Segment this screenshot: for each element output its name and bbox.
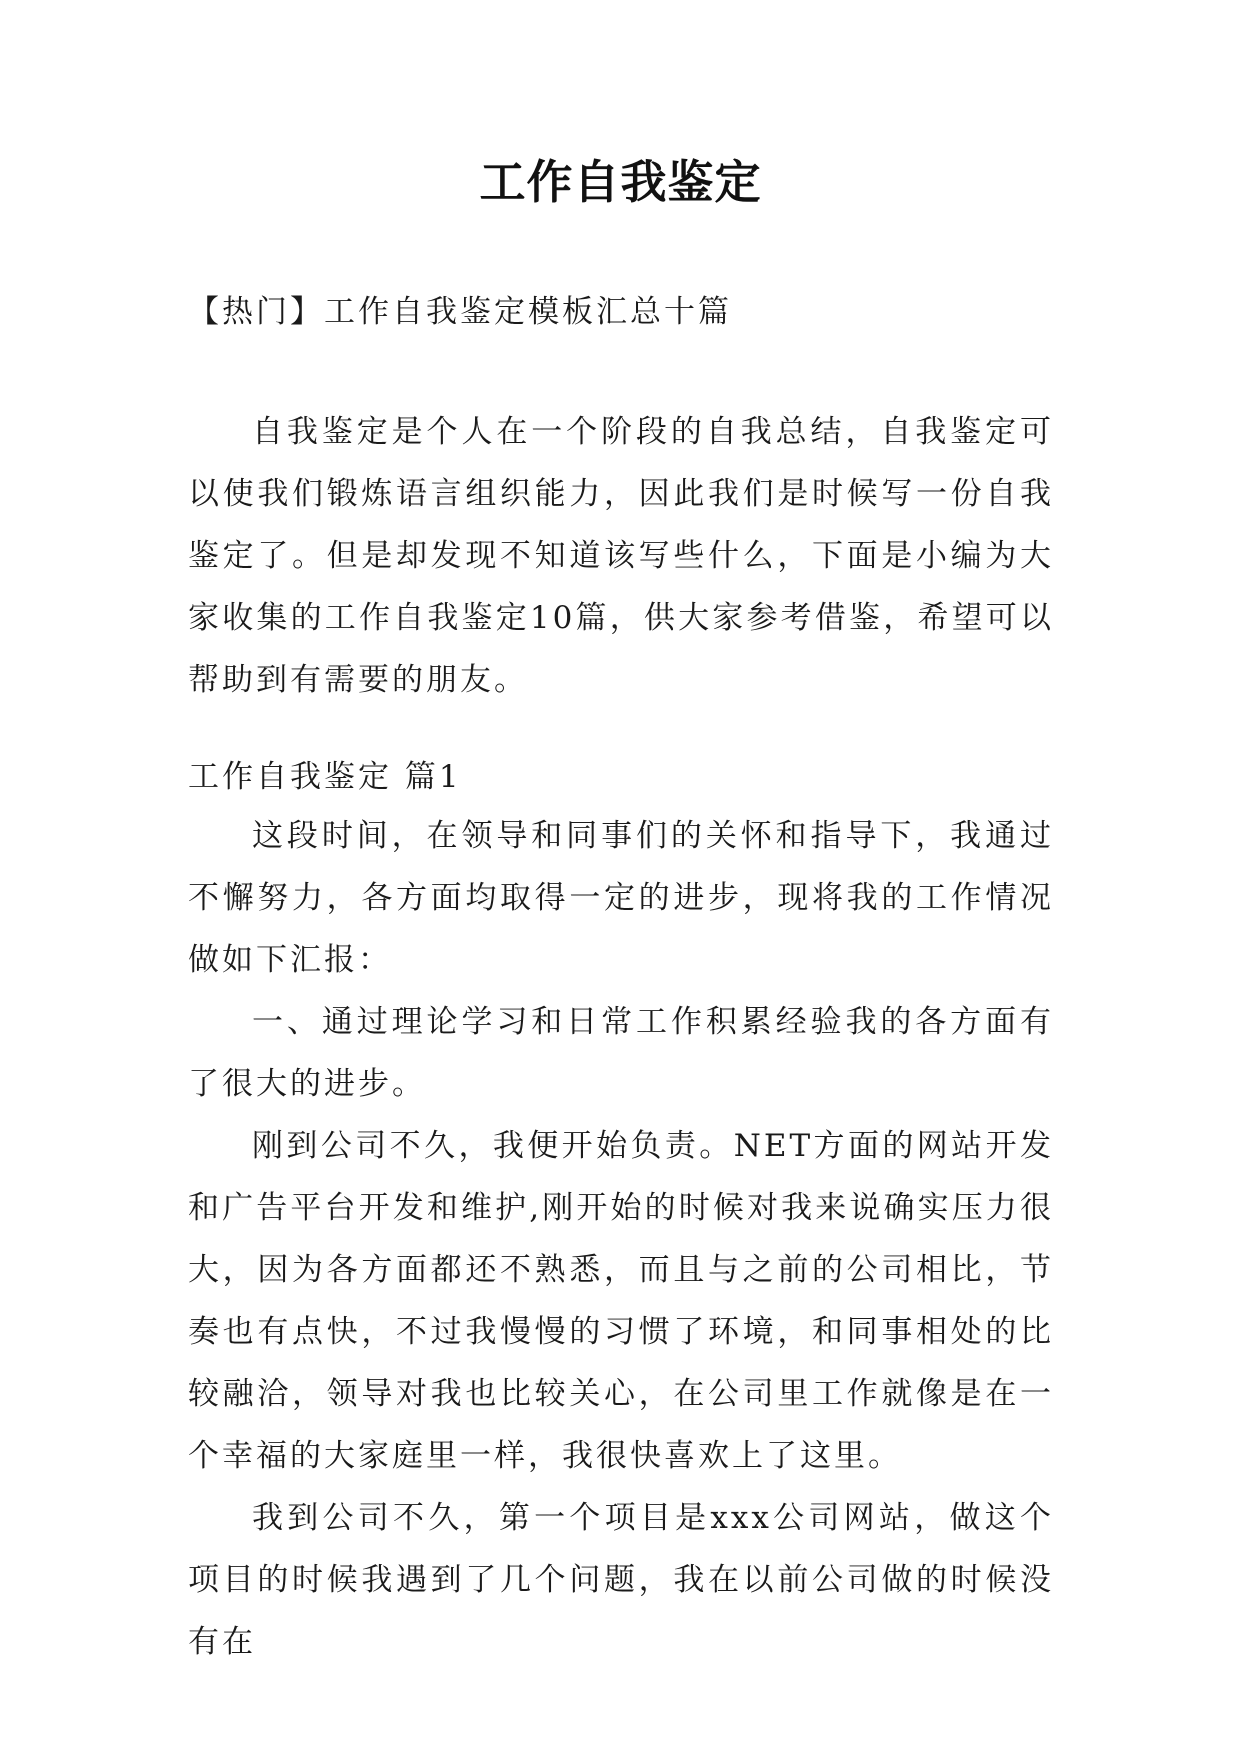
intro-paragraph: 自我鉴定是个人在一个阶段的自我总结，自我鉴定可以使我们锻炼语言组织能力，因此我们是时候写一份自我鉴定了。但是却发现不知道该写些什么，下面是小编为大家收集的工作自我鉴定10篇，供大家参考借鉴，希望可以帮助到有需要的朋友。 (188, 414, 1054, 698)
article-heading: 工作自我鉴定 篇1 (188, 759, 462, 795)
document-title: 工作自我鉴定 (479, 155, 762, 209)
body-paragraph: 这段时间，在领导和同事们的关怀和指导下，我通过不懈努力，各方面均取得一定的进步，现将我的工作情况做如下汇报： (188, 818, 1054, 978)
body-paragraph: 刚到公司不久，我便开始负责。NET方面的网站开发和广告平台开发和维护,刚开始的时候对我来说确实压力很大，因为各方面都还不熟悉，而且与之前的公司相比，节奏也有点快，不过我慢慢的习惯了环境，和同事相处的比较融洽，领导对我也比较关心，在公司里工作就像是在一个幸福的大家庭里一样，我很快喜欢上了这里。 (188, 1128, 1054, 1474)
intro-section (188, 401, 1054, 711)
article-body (188, 805, 1054, 1673)
body-paragraph: 一、通过理论学习和日常工作积累经验我的各方面有了很大的进步。 (188, 1004, 1054, 1102)
body-paragraph: 我到公司不久，第一个项目是xxx公司网站，做这个项目的时候我遇到了几个问题，我在以前公司做的时候没有在 (188, 1500, 1054, 1660)
document-subtitle: 【热门】工作自我鉴定模板汇总十篇 (188, 294, 732, 330)
